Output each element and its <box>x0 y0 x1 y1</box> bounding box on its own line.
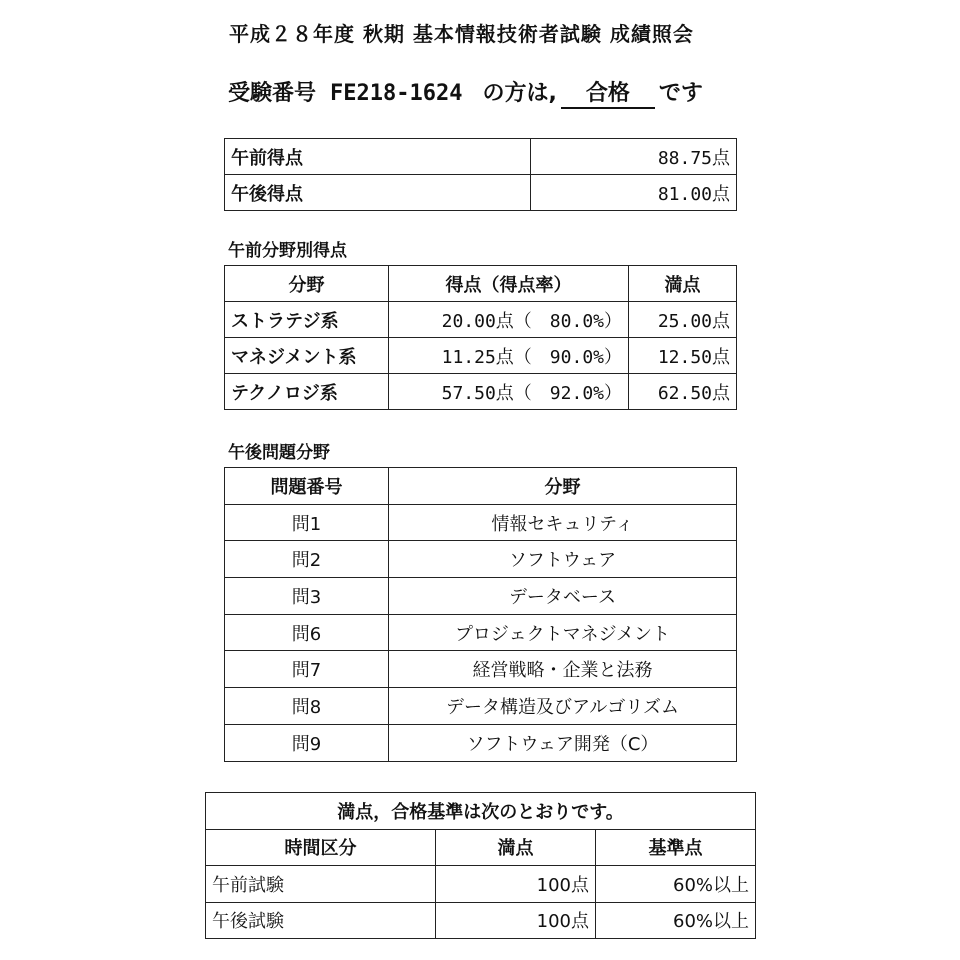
column-header: 問題番号 <box>225 468 389 505</box>
question-number: 問2 <box>225 541 389 578</box>
pm-score-label: 午後得点 <box>225 175 531 211</box>
question-field: 情報セキュリティ <box>389 504 737 541</box>
period-name: 午後試験 <box>206 902 436 939</box>
table-row <box>225 139 737 175</box>
page-title: 平成２８年度 秋期 基本情報技術者試験 成績照会 <box>229 22 694 46</box>
question-number: 問7 <box>225 651 389 688</box>
field-max: 12.50点 <box>629 338 737 374</box>
table-row <box>225 578 737 615</box>
question-field: データ構造及びアルゴリズム <box>389 688 737 725</box>
column-header: 得点（得点率） <box>389 266 629 302</box>
table-row <box>225 338 737 374</box>
field-score: 20.00点（ 80.0%） <box>389 302 629 338</box>
am-fields-table <box>224 265 737 410</box>
result-line <box>228 76 703 109</box>
exam-number: FE218-1624 <box>330 81 463 106</box>
table-row <box>206 902 756 939</box>
column-header: 満点 <box>629 266 737 302</box>
field-name: テクノロジ系 <box>225 374 389 410</box>
question-number: 問3 <box>225 578 389 615</box>
question-number: 問9 <box>225 724 389 761</box>
question-field: 経営戦略・企業と法務 <box>389 651 737 688</box>
pm-fields-heading: 午後問題分野 <box>228 443 330 463</box>
field-max: 25.00点 <box>629 302 737 338</box>
question-number: 問8 <box>225 688 389 725</box>
table-header-row <box>225 468 737 505</box>
table-header-row <box>206 829 756 866</box>
field-name: マネジメント系 <box>225 338 389 374</box>
period-pass: 60%以上 <box>596 866 756 903</box>
question-field: プロジェクトマネジメント <box>389 614 737 651</box>
column-header: 時間区分 <box>206 829 436 866</box>
period-max: 100点 <box>436 866 596 903</box>
field-score: 11.25点（ 90.0%） <box>389 338 629 374</box>
result-connector: の方は, <box>482 81 557 106</box>
question-field: データベース <box>389 578 737 615</box>
column-header: 分野 <box>225 266 389 302</box>
period-name: 午前試験 <box>206 866 436 903</box>
score-summary-table <box>224 138 737 211</box>
question-number: 問6 <box>225 614 389 651</box>
result-suffix: です <box>658 81 703 106</box>
field-max: 62.50点 <box>629 374 737 410</box>
pm-fields-table <box>224 467 737 762</box>
exam-number-label: 受験番号 <box>228 81 317 106</box>
pm-score-value: 81.00点 <box>531 175 737 211</box>
am-score-label: 午前得点 <box>225 139 531 175</box>
table-row <box>225 541 737 578</box>
field-score: 57.50点（ 92.0%） <box>389 374 629 410</box>
table-row <box>225 504 737 541</box>
table-row <box>225 374 737 410</box>
table-row <box>225 175 737 211</box>
table-header-row <box>225 266 737 302</box>
table-caption-row <box>206 793 756 830</box>
table-row <box>225 688 737 725</box>
field-name: ストラテジ系 <box>225 302 389 338</box>
criteria-table <box>205 792 756 939</box>
table-row <box>225 651 737 688</box>
table-row <box>206 866 756 903</box>
table-row <box>225 614 737 651</box>
table-row <box>225 724 737 761</box>
question-field: ソフトウェア <box>389 541 737 578</box>
criteria-caption: 満点，合格基準は次のとおりです。 <box>206 793 756 830</box>
column-header: 分野 <box>389 468 737 505</box>
column-header: 基準点 <box>596 829 756 866</box>
table-row <box>225 302 737 338</box>
period-max: 100点 <box>436 902 596 939</box>
question-field: ソフトウェア開発（C） <box>389 724 737 761</box>
column-header: 満点 <box>436 829 596 866</box>
pass-status: 合格 <box>561 81 655 109</box>
am-score-value: 88.75点 <box>531 139 737 175</box>
period-pass: 60%以上 <box>596 902 756 939</box>
question-number: 問1 <box>225 504 389 541</box>
am-fields-heading: 午前分野別得点 <box>228 241 347 261</box>
